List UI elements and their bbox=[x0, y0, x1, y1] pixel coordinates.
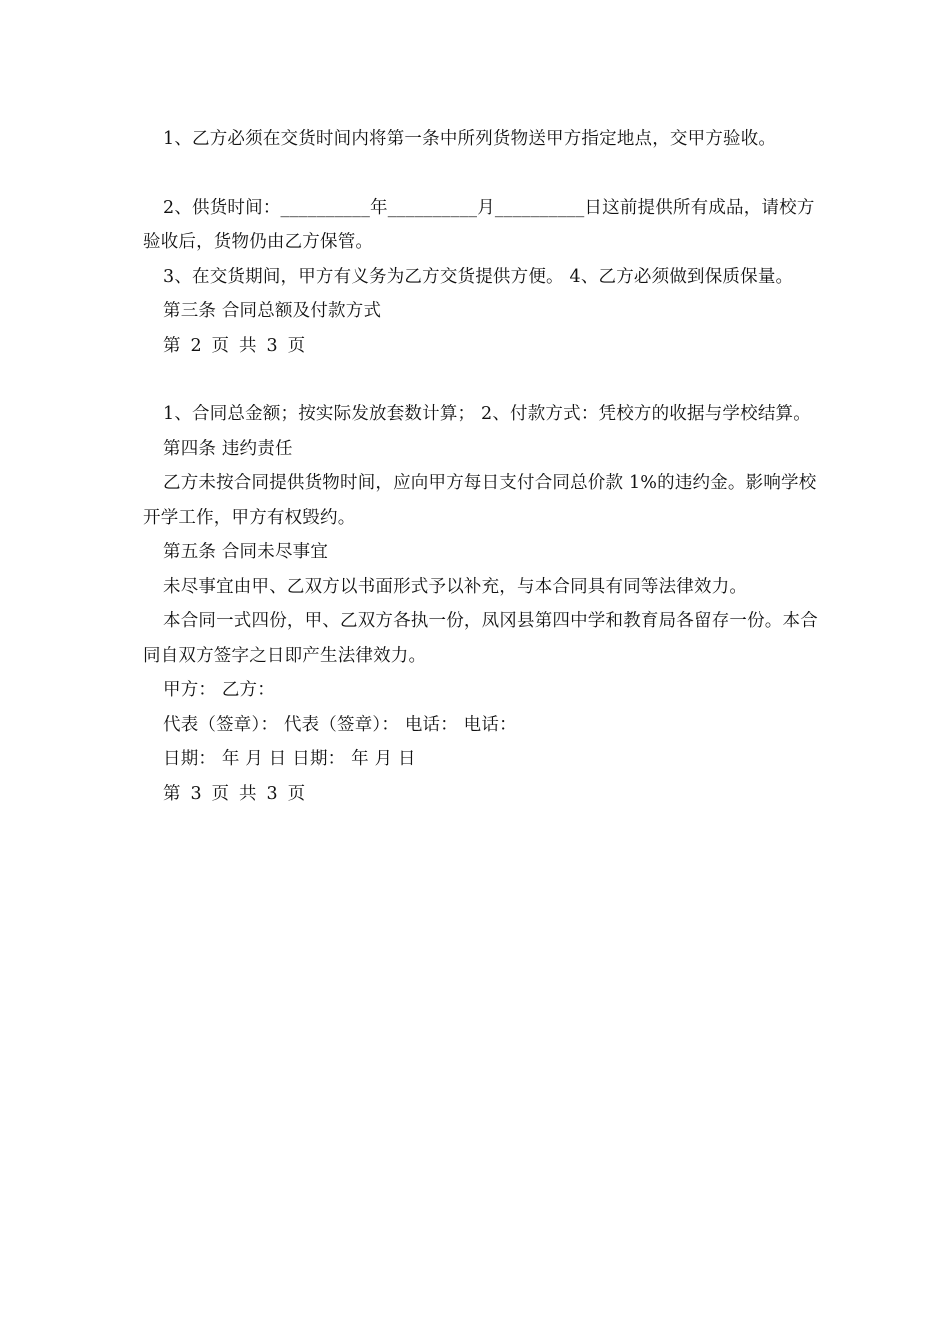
party-labels: 甲方： 乙方： bbox=[163, 680, 275, 700]
date-line: 日期： 年 月 日 日期： 年 月 日 bbox=[163, 749, 416, 769]
clause-delivery-convenience: 3、在交货期间，甲方有义务为乙方交货提供方便。 4、乙方必须做到保质保量。 bbox=[163, 266, 794, 287]
clause-delivery-inspection: 1、乙方必须在交货时间内将第一条中所列货物送甲方指定地点，交甲方验收。 bbox=[163, 129, 777, 149]
page-number-3: 第 3 页 共 3 页 bbox=[163, 783, 306, 804]
signature-phone-line: 代表（签章）： 代表（签章）： 电话： 电话： bbox=[163, 714, 517, 735]
article-three-heading: 第三条 合同总额及付款方式 bbox=[163, 301, 382, 321]
clause-total-payment: 1、合同总金额；按实际发放套数计算； 2、付款方式：凭校方的收据与学校结算。 bbox=[163, 404, 811, 424]
clause-supply-time: 2、供货时间：__________年__________月__________日这前提供所有成品，请校方验收后，货物仍由乙方保管。 bbox=[143, 197, 815, 252]
clause-breach-liability: 乙方未按合同提供货物时间，应向甲方每日支付合同总价款 1%的违约金。影响学校开学工作，甲方有权毁约。 bbox=[143, 473, 817, 528]
clause-copies-validity: 本合同一式四份，甲、乙双方各执一份，凤冈县第四中学和教育局各留存一份。本合同自双方签字之日即产生法律效力。 bbox=[143, 611, 818, 666]
article-five-heading: 第五条 合同未尽事宜 bbox=[163, 542, 329, 562]
clause-supplement: 未尽事宜由甲、乙双方以书面形式予以补充，与本合同具有同等法律效力。 bbox=[163, 576, 748, 597]
article-four-heading: 第四条 违约责任 bbox=[163, 438, 293, 459]
page-number-2: 第 2 页 共 3 页 bbox=[163, 335, 306, 356]
document-body bbox=[143, 122, 823, 811]
